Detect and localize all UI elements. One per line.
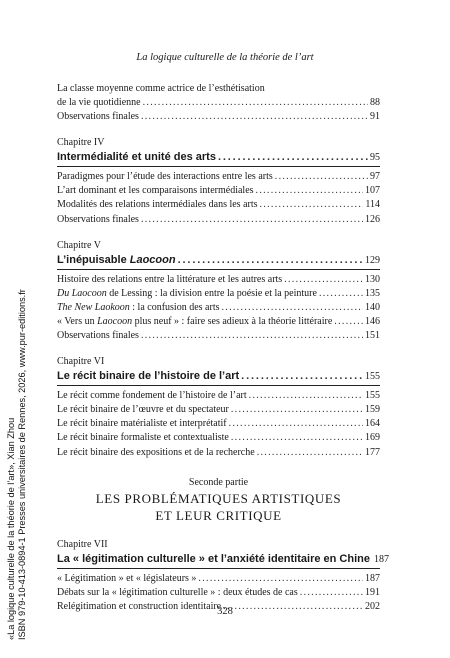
toc-entry[interactable] xyxy=(57,389,380,403)
toc-page-number: 95 xyxy=(370,152,380,164)
toc-entry[interactable] xyxy=(57,586,380,600)
dot-leader xyxy=(143,96,368,110)
dot-leader xyxy=(257,446,363,460)
dot-leader xyxy=(178,253,363,268)
toc-entry-text: Le récit comme fondement de l’histoire de l’art xyxy=(57,390,247,402)
chapter-rule xyxy=(57,166,380,167)
toc-page-number: 187 xyxy=(365,572,380,584)
toc-page-number: 177 xyxy=(365,446,380,458)
toc-entry-text: de la vie quotidienne xyxy=(57,97,141,109)
dot-leader xyxy=(241,369,363,384)
toc-page-number: 159 xyxy=(365,404,380,416)
dot-leader xyxy=(141,213,363,227)
toc-entry-text: Observations finales xyxy=(57,330,139,342)
dot-leader xyxy=(198,572,363,586)
toc-page-number: 88 xyxy=(370,97,380,109)
chapter-label: Chapitre IV xyxy=(57,137,105,149)
chapter-label: Chapitre VII xyxy=(57,538,108,550)
part-label: Seconde partie xyxy=(188,476,249,488)
page-number: 328 xyxy=(217,606,233,617)
toc-page-number: 135 xyxy=(365,287,380,299)
dot-leader xyxy=(300,586,363,600)
toc-entry-text: Histoire des relations entre la littérature et les autres arts xyxy=(57,273,283,285)
side-note xyxy=(6,280,28,640)
toc-entry-text xyxy=(57,287,317,301)
toc-entry-text xyxy=(57,315,332,329)
toc-entry-italic: Du Laocoon xyxy=(57,287,107,299)
toc-entry[interactable] xyxy=(57,403,380,417)
toc-entry-text: Observations finales xyxy=(57,213,139,225)
toc-page-number: 169 xyxy=(365,432,380,444)
toc-entry-text: L’art dominant et les comparaisons intermédiales xyxy=(57,185,254,197)
chapter-title-row[interactable] xyxy=(57,253,380,268)
toc-page-number: 91 xyxy=(370,111,380,123)
toc-entry[interactable] xyxy=(57,273,380,287)
toc-entry[interactable] xyxy=(57,96,380,110)
toc-entry-text: « Légitimation » et « législateurs » xyxy=(57,572,197,584)
toc-page-number: 146 xyxy=(365,315,380,327)
toc-entry-text: Modalités des relations intermédiales dans les arts xyxy=(57,199,258,211)
dot-leader xyxy=(229,417,363,431)
running-head: La logique culturelle de la théorie de l’art xyxy=(136,52,314,63)
toc-entry[interactable] xyxy=(57,431,380,445)
part-title-line-2: ET LEUR CRITIQUE xyxy=(155,507,282,523)
toc-entry-text: Paradigmes pour l’étude des interactions entre les arts xyxy=(57,171,273,183)
dot-leader xyxy=(334,315,363,329)
dot-leader xyxy=(249,389,363,403)
toc-entry-rest: plus neuf » : faire ses adieux à la théorie littéraire xyxy=(132,315,333,327)
toc-page-number: 155 xyxy=(365,371,380,383)
part-title-line-1: LES PROBLÉMATIQUES ARTISTIQUES xyxy=(95,490,342,506)
chapter-title-row[interactable] xyxy=(57,552,389,567)
chapter-rule xyxy=(57,385,380,386)
toc-entry-text: Observations finales xyxy=(57,111,139,123)
toc-entry[interactable] xyxy=(57,110,380,124)
toc-page-number: 187 xyxy=(373,553,389,565)
toc-entry-text: Le récit binaire matérialiste et interprétatif xyxy=(57,418,227,430)
toc-entry[interactable] xyxy=(57,198,380,212)
chapter-title xyxy=(57,253,176,268)
dot-leader xyxy=(141,329,363,343)
dot-leader xyxy=(141,110,368,124)
toc-entry-italic: The New Laokoon xyxy=(57,301,130,313)
toc-entry-rest: : la confusion des arts xyxy=(129,301,220,313)
toc-entry[interactable] xyxy=(57,301,380,315)
dot-leader xyxy=(284,273,363,287)
dot-leader xyxy=(256,184,363,198)
dot-leader xyxy=(275,170,368,184)
toc-page-number: 151 xyxy=(365,330,380,342)
toc-entry-prefix: « Vers un xyxy=(57,315,98,327)
dot-leader xyxy=(221,301,363,315)
toc-page-number: 107 xyxy=(365,185,380,197)
toc-page-number: 114 xyxy=(365,199,380,211)
toc-entry-text xyxy=(57,301,219,315)
toc-entry-text: Le récit binaire des expositions et de la recherche xyxy=(57,446,255,458)
toc-entry-italic: Laocoon xyxy=(97,315,133,327)
chapter-title-row[interactable] xyxy=(57,369,380,384)
chapter-title: La « légitimation culturelle » et l’anxiété identitaire en Chine xyxy=(57,552,370,565)
toc-entry[interactable] xyxy=(57,446,380,460)
chapter-label: Chapitre VI xyxy=(57,356,105,368)
chapter-title-prefix: L’inépuisable xyxy=(57,253,130,266)
toc-page-number: 97 xyxy=(370,171,380,183)
toc-entry[interactable] xyxy=(57,213,380,227)
dot-leader xyxy=(231,431,363,445)
toc-page-number: 126 xyxy=(365,213,380,225)
chapter-label: Chapitre V xyxy=(57,239,101,251)
toc-page-number: 130 xyxy=(365,273,380,285)
chapter-rule xyxy=(57,269,380,270)
side-note-line-2: ISBN 979-10-413-0894-1 Presses universitaires de Rennes, 2026, www.pur-editions.fr xyxy=(17,289,27,640)
toc-entry-text: La classe moyenne comme actrice de l’esthétisation xyxy=(57,83,265,94)
chapter-title-row[interactable] xyxy=(57,150,380,165)
toc-entry-text: Relégitimation et construction identitaire xyxy=(57,600,222,612)
toc-entry[interactable] xyxy=(57,287,380,301)
toc-entry[interactable] xyxy=(57,417,380,431)
toc-page-number: 164 xyxy=(365,418,380,430)
toc-page-number: 191 xyxy=(365,586,380,598)
table-of-contents xyxy=(57,82,389,614)
toc-entry-rest: de Lessing : la division entre la poésie et la peinture xyxy=(106,287,317,299)
chapter-rule xyxy=(57,568,380,569)
toc-entry-text: Le récit binaire formaliste et contextualiste xyxy=(57,432,229,444)
dot-leader xyxy=(260,198,364,212)
toc-entry[interactable] xyxy=(57,572,380,586)
dot-leader xyxy=(218,150,368,165)
toc-entry[interactable] xyxy=(57,170,380,184)
part-heading xyxy=(57,476,380,524)
toc-entry[interactable] xyxy=(57,184,380,198)
side-note-line-1: «La logique culturelle de la théorie de l’art», Xian Zhou xyxy=(6,417,16,640)
toc-entry-text: Le récit binaire de l’œuvre et du spectateur xyxy=(57,404,229,416)
chapter-title: Le récit binaire de l’histoire de l’art xyxy=(57,370,240,383)
dot-leader xyxy=(231,403,363,417)
toc-page-number: 129 xyxy=(365,254,380,266)
dot-leader xyxy=(319,287,363,301)
toc-page-number: 155 xyxy=(365,390,380,402)
toc-entry[interactable] xyxy=(57,329,380,343)
toc-page-number: 140 xyxy=(365,301,380,313)
toc-page-number: 202 xyxy=(365,600,380,612)
toc-entry-text: Débats sur la « légitimation culturelle » : deux études de cas xyxy=(57,586,298,598)
chapter-title-italic: Laocoon xyxy=(129,253,176,266)
toc-entry[interactable] xyxy=(57,315,380,329)
chapter-title: Intermédialité et unité des arts xyxy=(57,151,216,164)
